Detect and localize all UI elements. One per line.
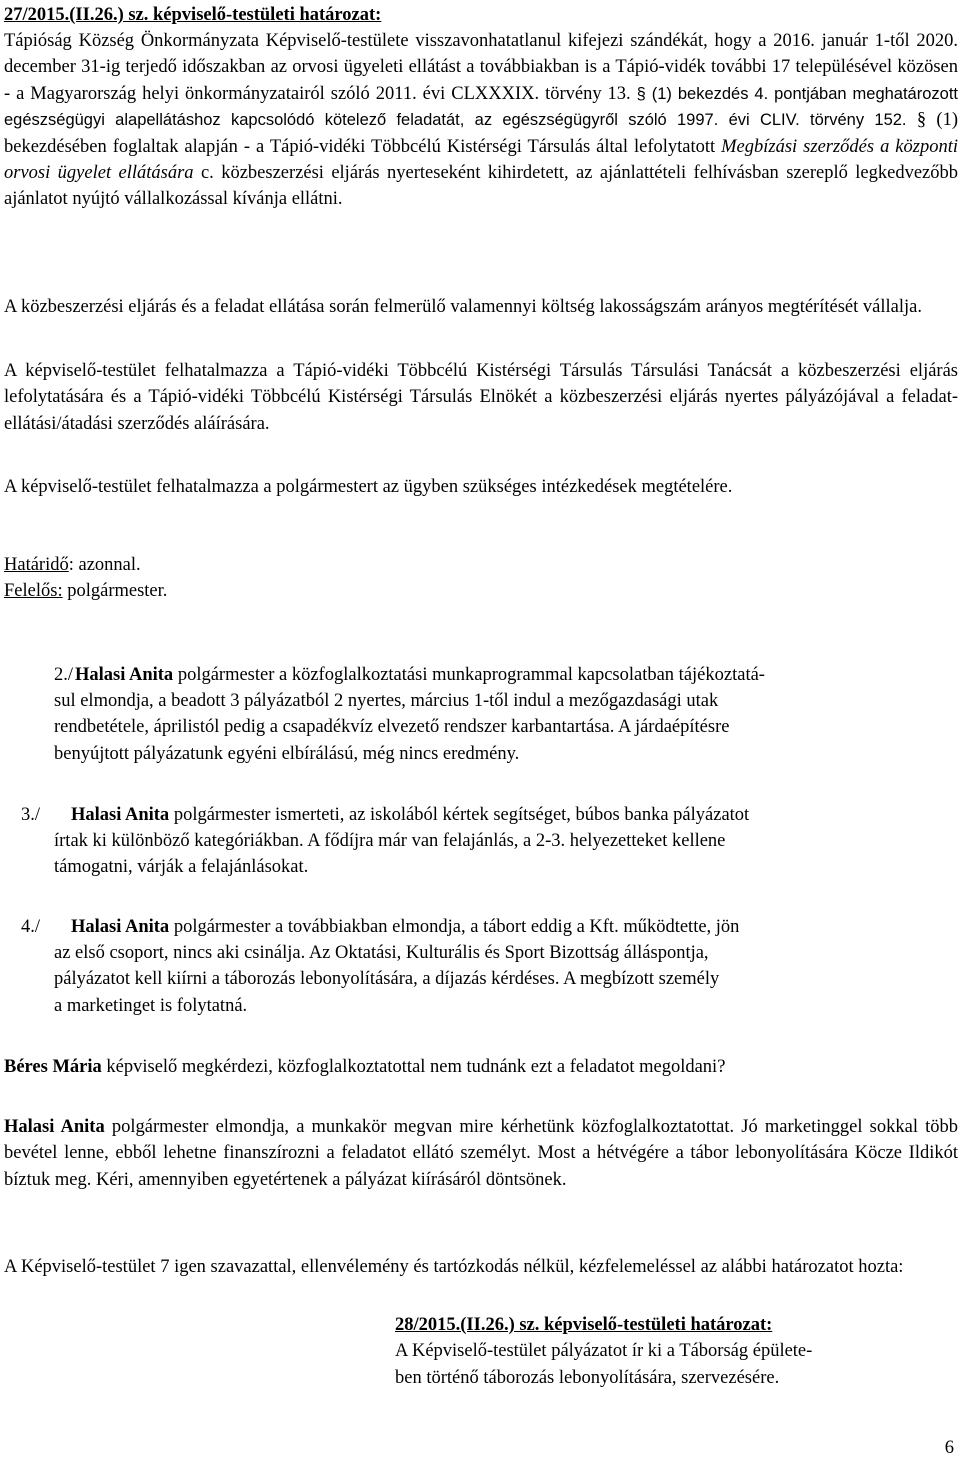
deadline-value: : azonnal. [68,555,141,575]
item-body [75,662,955,688]
resolution-27-text-c: § (1) bekezdésében foglaltak alapján - a Tápió-vidéki Többcélú Kistérségi Társulás által lefolytatott [4,110,958,157]
speaker-name: Halasi Anita [71,917,170,937]
item-continuation [54,940,954,1019]
cost-paragraph: A közbeszerzési eljárás és a feladat ellátása során felmerülő valamennyi költség lakosságszám arányos megtérítését vállalja. [4,297,922,317]
deadline-label: Határidő [4,555,69,575]
resolution-27-text-d: c. közbeszerzési eljárás nyerteseként kihirdetett, az ajánlattételi felhívásban szereplő legkedvezőbb ajánlatot nyújtó vállalkozással kívánja ellátni. [4,163,958,210]
resolution-27-contract-title: Megbízási szerződés a központi orvosi ügyelet ellátására [4,136,958,184]
responsible-label: Felelős: [4,581,63,601]
item-line: írtak ki különböző kategóriákban. A fődíjra már van felajánlás, a 2-3. helyezetteket kellene [54,831,726,851]
item-number: 2./ [54,665,74,685]
speaker-name: Halasi Anita [4,1117,105,1137]
item-line: rendbetétele, áprilistól pedig a csapadékvíz elvezető rendszer karbantartása. A járdaépítésre [54,717,730,738]
item-line: az első csoport, nincs aki csinálja. Az Oktatási, Kulturális és Sport Bizottság álláspontja, [54,943,709,963]
item-first-line [71,802,951,828]
item-number: 3./ [21,805,41,825]
vote-paragraph: A Képviselő-testület 7 igen szavazattal, ellenvélemény és tartózkodás nélkül, kézfelemeléssel az alábbi határozatot hozta: [4,1257,904,1277]
item-line: támogatni, várják a felajánlásokat. [54,857,309,878]
answer-text: polgármester elmondja, a munkakör megvan mire kérhetünk közfoglalkoztatottat. Jó marketinggel sokkal több bevétel lenne, ebből lehetne finanszírozni a feladatot ellátó személyt. Most a hétvégére a tábor lebonyolítására Köcze Ildikót bíztuk meg. Kéri, amennyiben egyetértenek a pályázat kiírásáról döntsönek. [4,1117,958,1190]
item-number: 4./ [21,917,41,937]
item-first-line [75,662,955,688]
item-text: polgármester a továbbiakban elmondja, a tábort eddig a Kft. működtette, jön [169,917,740,937]
deadline-line [4,552,958,578]
resolution-28-line: ben történő táborozás lebonyolítására, szervezésére. [395,1367,780,1388]
authorization-paragraph: A képviselő-testület felhatalmazza a Tápió-vidéki Többcélú Kistérségi Társulás Társulási Tanácsát a közbeszerzési eljárás lefolytatására és a Tápió-vidéki Többcélú Kistérségi Társulás Elnökét a közbeszerzési eljárás nyertes pályázójával a feladat-ellátási/átadási szerződés aláírására. [4,361,958,434]
question-paragraph [4,1054,958,1080]
item-first-line [71,914,951,940]
resolution-27-text-a: Tápióság Község Önkormányzata Képviselő-testülete visszavonhatatlanul kifejezi szándékát, hogy a 2016. január 1-től 2020. december 31-ig terjedő időszakban az orvosi ügyeleti ellátást a továbbiakban is a Tápió-vidék további 17 településével közösen - a Magyarország helyi önkormányzatairól szóló 2011. évi CLXXXIX. törvény 13. [4,31,958,104]
speaker-name: Halasi Anita [75,665,174,685]
speaker-name: Halasi Anita [71,805,170,825]
item-line: sul elmondja, a beadott 3 pályázatból 2 nyertes, március 1-től indul a mezőgazdasági utak [54,691,719,711]
item-line: pályázatot kell kiírni a táborozás lebonyolítására, a díjazás kérdéses. A megbízott személy [54,969,720,990]
responsible-value: polgármester. [62,581,168,601]
resolution-27-title: 27/2015.(II.26.) sz. képviselő-testületi határozat: [4,5,382,25]
item-continuation [54,688,954,767]
item-continuation [54,828,954,881]
resolution-27-text-b: § (1) bekezdés 4. pontjában meghatározott egészségügyi alapellátáshoz kapcsolódó kötelező feladatát, az egészségügyről szóló 1997. évi CLIV. törvény 152. [4,84,958,130]
mayor-authorization-paragraph: A képviselő-testület felhatalmazza a polgármestert az ügyben szükséges intézkedések megtételére. [4,477,733,497]
speaker-name: Béres Mária [4,1057,102,1077]
item-text: polgármester a közfoglalkoztatási munkaprogrammal kapcsolatban tájékoztatá- [173,665,765,685]
page-number: 6 [944,1438,954,1458]
resolution-28 [395,1312,955,1391]
responsible-line [4,578,958,604]
item-line: benyújtott pályázatunk egyéni elbírálású, még nincs eredmény. [54,743,520,764]
resolution-28-title: 28/2015.(II.26.) sz. képviselő-testületi határozat: [395,1315,773,1335]
resolution-27-body [4,28,958,213]
resolution-28-line: A Képviselő-testület pályázatot ír ki a Táborság épülete- [395,1341,813,1362]
item-line: a marketinget is folytatná. [54,995,248,1016]
question-text: képviselő megkérdezi, közfoglalkoztatottal nem tudnánk ezt a feladatot megoldani? [101,1057,726,1077]
answer-paragraph [4,1114,958,1193]
item-text: polgármester ismerteti, az iskolából kértek segítséget, búbos banka pályázatot [169,805,750,825]
